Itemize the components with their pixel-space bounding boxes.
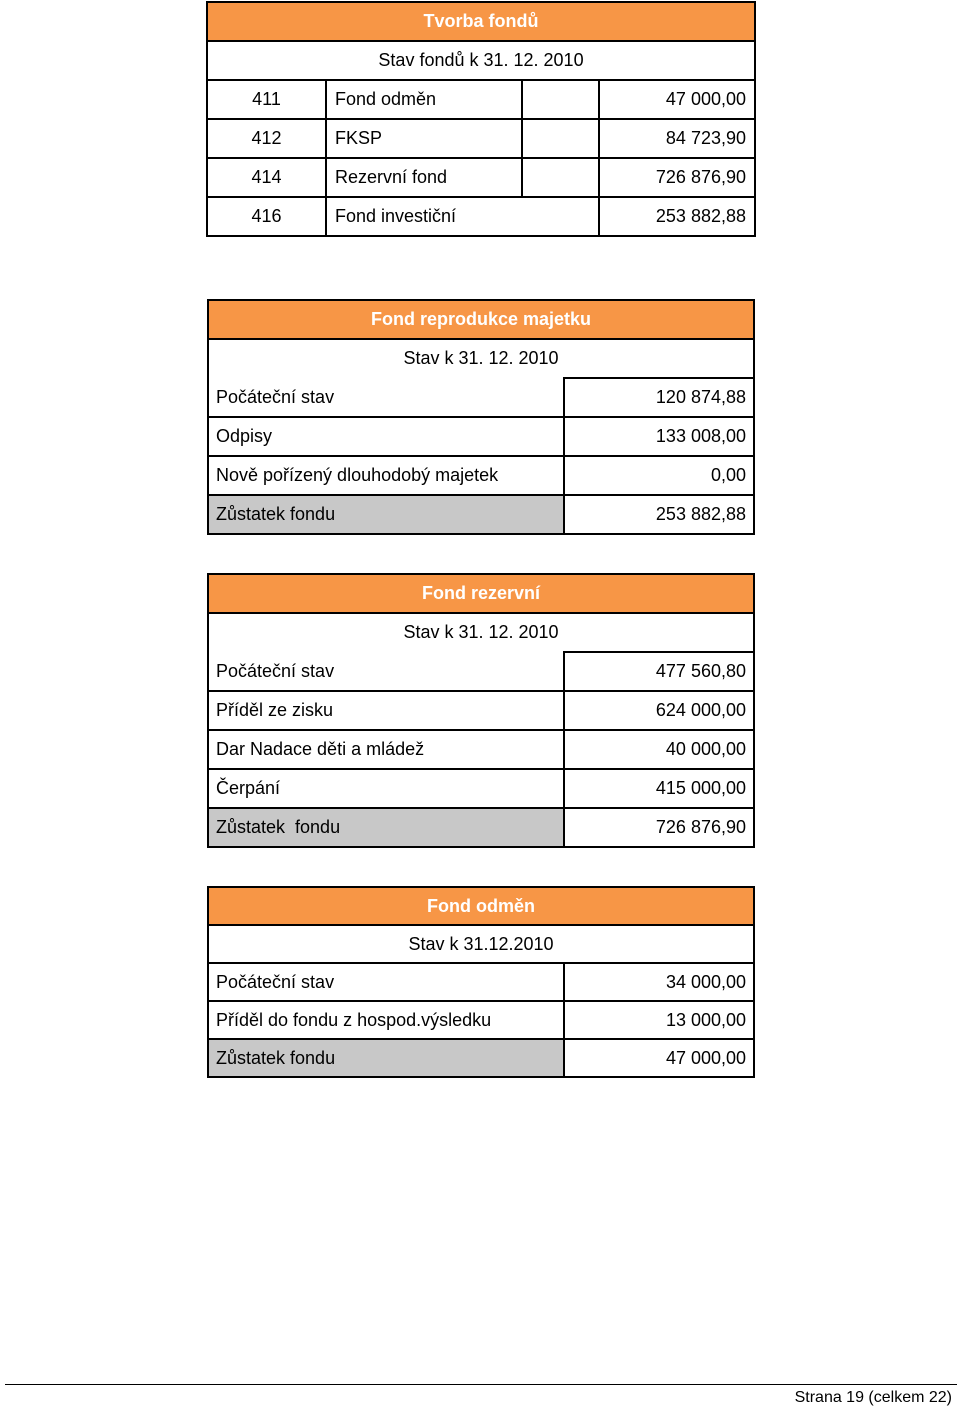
fund-reserve-subtitle: Stav k 31. 12. 2010 [403, 622, 559, 642]
empty-cell [522, 119, 599, 158]
fund-value: 47 000,00 [599, 80, 755, 119]
row-value: 477 560,80 [564, 652, 754, 691]
row-label: Počáteční stav [216, 660, 335, 681]
total-label: Zůstatek fondu [208, 495, 564, 534]
total-value: 253 882,88 [564, 495, 754, 534]
fund-reserve-table [207, 573, 755, 848]
fund-name: Fond investiční [326, 197, 599, 236]
total-value: 726 876,90 [564, 808, 754, 847]
row-label: Nově pořízený dlouhodobý majetek [208, 456, 564, 495]
fund-name: FKSP [326, 119, 522, 158]
row-value: 0,00 [564, 456, 754, 495]
fund-code: 414 [207, 158, 326, 197]
fund-overview-title: Tvorba fondů [207, 2, 755, 41]
total-row [208, 495, 754, 534]
fund-code: 412 [207, 119, 326, 158]
fund-rewards-title: Fond odměn [208, 887, 754, 925]
row-label: Příděl do fondu z hospod.výsledku [208, 1001, 564, 1039]
fund-overview-subtitle: Stav fondů k 31. 12. 2010 [207, 41, 755, 80]
fund-value: 253 882,88 [599, 197, 755, 236]
fund-name: Rezervní fond [326, 158, 522, 197]
table-row [208, 417, 754, 456]
fund-value: 726 876,90 [599, 158, 755, 197]
table-row [208, 456, 754, 495]
row-value: 40 000,00 [564, 730, 754, 769]
row-label: Počáteční stav [216, 386, 335, 407]
table-row [207, 119, 755, 158]
table-row [207, 158, 755, 197]
row-value: 624 000,00 [564, 691, 754, 730]
footer-divider [5, 1384, 957, 1385]
row-label: Odpisy [208, 417, 564, 456]
fund-reproduction-table [207, 299, 755, 535]
row-value: 415 000,00 [564, 769, 754, 808]
fund-reproduction-title: Fond reprodukce majetku [208, 300, 754, 339]
table-row [208, 378, 754, 417]
fund-code: 411 [207, 80, 326, 119]
fund-name: Fond odměn [326, 80, 522, 119]
table-row [208, 691, 754, 730]
fund-reserve-title: Fond rezervní [208, 574, 754, 613]
total-row [208, 808, 754, 847]
fund-value: 84 723,90 [599, 119, 755, 158]
table-row [208, 1001, 754, 1039]
fund-overview-table [206, 1, 756, 237]
table-row [208, 769, 754, 808]
page-number: Strana 19 (celkem 22) [794, 1389, 952, 1406]
table-row [208, 730, 754, 769]
fund-rewards-table [207, 886, 755, 1078]
row-label: Dar Nadace děti a mládež [208, 730, 564, 769]
empty-cell [522, 158, 599, 197]
row-value: 133 008,00 [564, 417, 754, 456]
total-label: Zůstatek fondu [208, 1039, 564, 1077]
row-value: 13 000,00 [564, 1001, 754, 1039]
table-row [207, 197, 755, 236]
row-value: 120 874,88 [564, 378, 754, 417]
table-row [208, 963, 754, 1001]
fund-reproduction-subtitle: Stav k 31. 12. 2010 [403, 348, 559, 368]
row-label: Čerpání [208, 769, 564, 808]
fund-rewards-subtitle: Stav k 31.12.2010 [408, 933, 554, 954]
table-row [208, 652, 754, 691]
row-label: Příděl ze zisku [208, 691, 564, 730]
fund-code: 416 [207, 197, 326, 236]
table-row [207, 80, 755, 119]
empty-cell [522, 80, 599, 119]
total-value: 47 000,00 [564, 1039, 754, 1077]
total-label: Zůstatek fondu [208, 808, 564, 847]
row-label: Počáteční stav [208, 963, 564, 1001]
total-row [208, 1039, 754, 1077]
row-value: 34 000,00 [564, 963, 754, 1001]
